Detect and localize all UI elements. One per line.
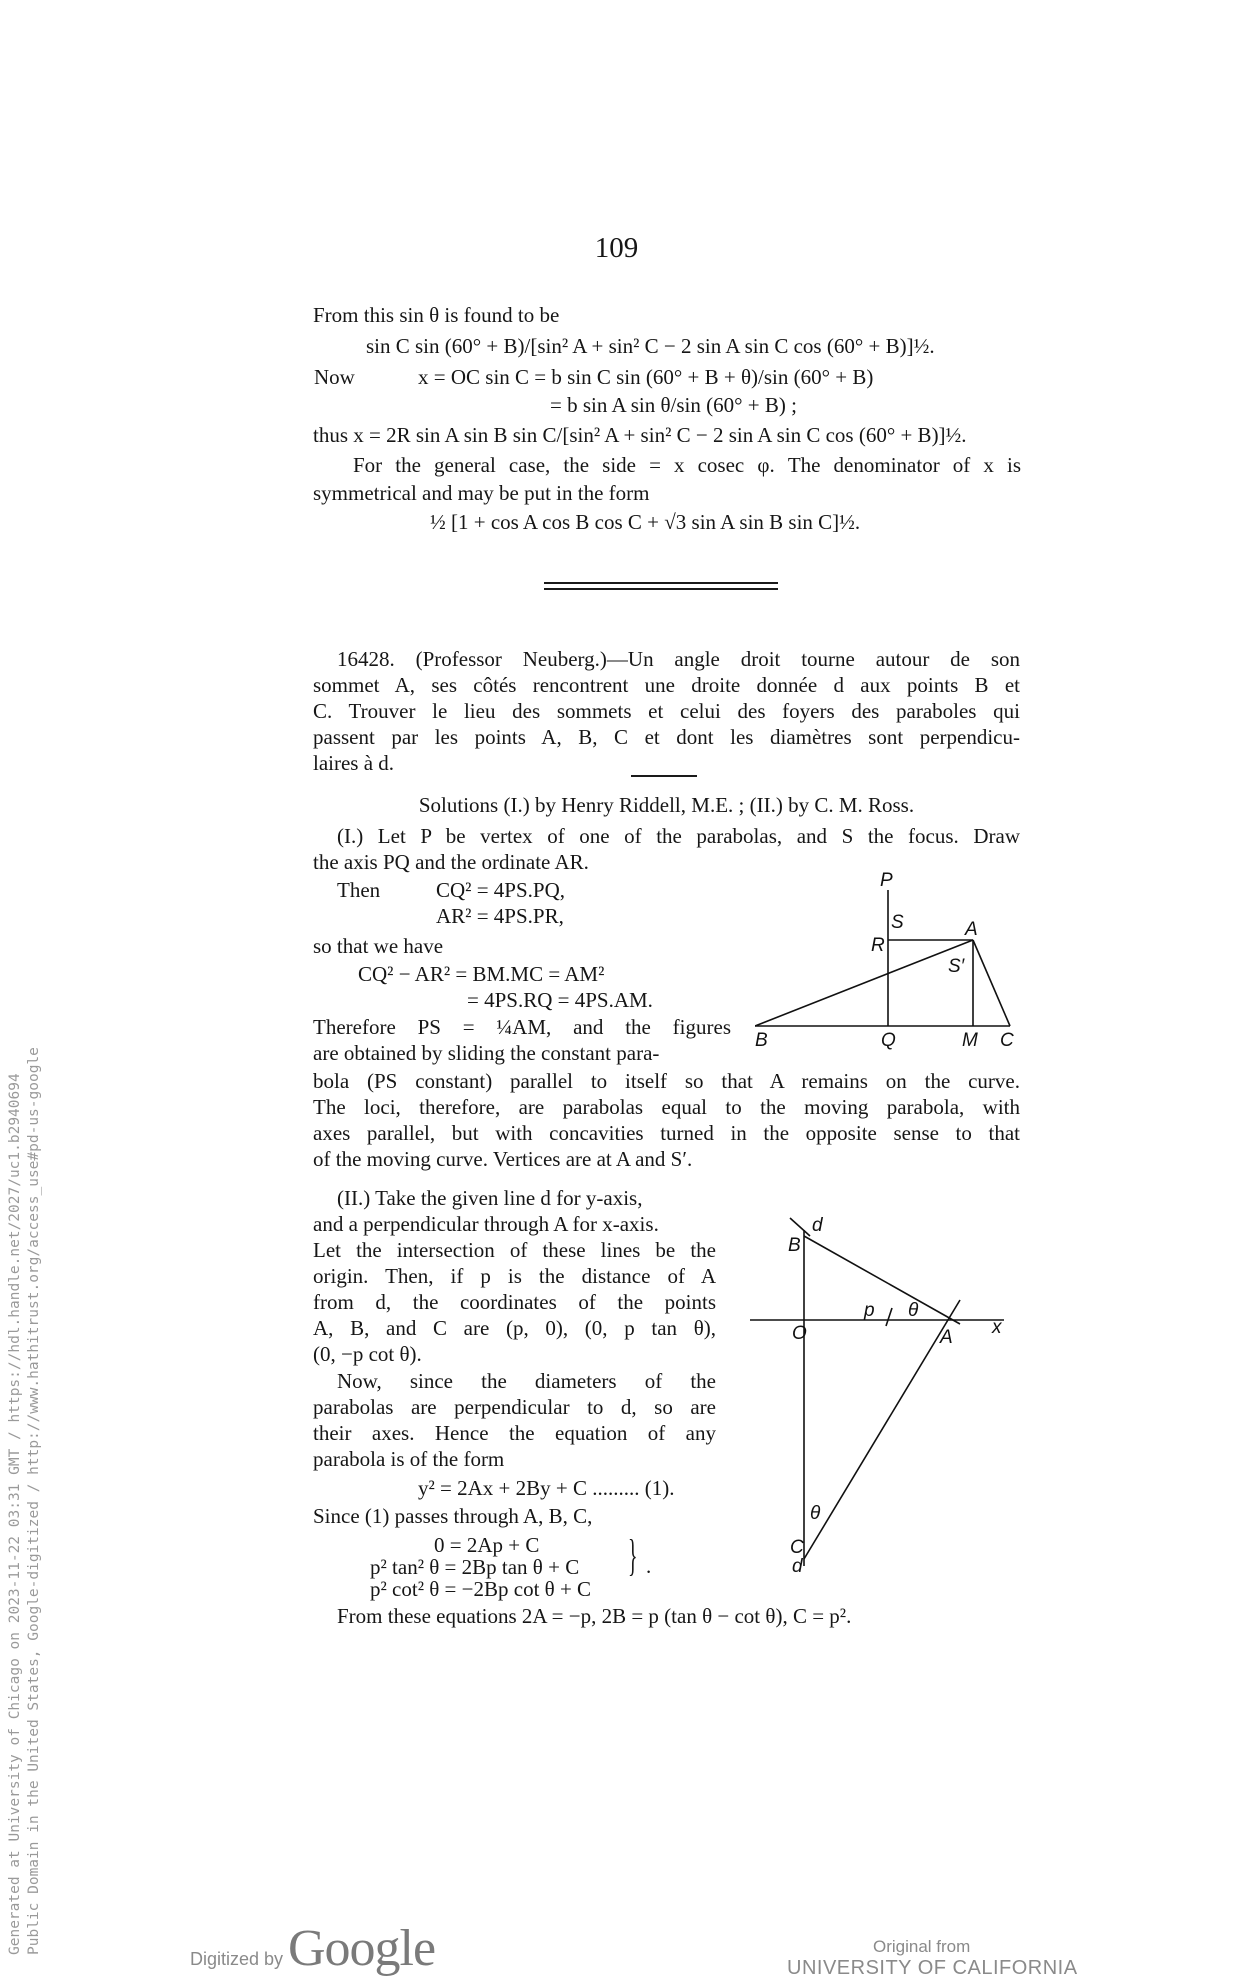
label-Q: Q: [881, 1030, 896, 1050]
label-S: S: [891, 912, 904, 933]
line-AC: [973, 940, 1010, 1026]
problem-line: laires à d.: [313, 751, 395, 775]
solution-line: Let the intersection of these lines be the: [313, 1238, 716, 1262]
distance-p-mark: [886, 1308, 892, 1326]
label-A: A: [940, 1327, 953, 1348]
system-eq-1: 0 = 2Ap + C: [434, 1533, 540, 1557]
equation: CQ² − AR² = BM.MC = AM²: [358, 962, 605, 986]
line-BA: [755, 940, 973, 1026]
problem-line: sommet A, ses côtés rencontrent une droite donnée d aux points B et: [313, 673, 1020, 697]
section-rule: [544, 582, 778, 584]
university-text: UNIVERSITY OF CALIFORNIA: [787, 1957, 1078, 1979]
equation-1: y² = 2Ax + 2By + C ......... (1).: [418, 1476, 675, 1500]
label-R: R: [871, 935, 885, 956]
label-theta-at-A: θ: [908, 1300, 919, 1321]
solution-line: (II.) Take the given line d for y-axis,: [337, 1186, 643, 1210]
label-P: P: [880, 870, 893, 891]
solution-line: from d, the coordinates of the points: [313, 1290, 716, 1314]
label-B: B: [788, 1235, 801, 1256]
label-M: M: [962, 1030, 978, 1050]
formula-line: = b sin A sin θ/sin (60° + B) ;: [550, 393, 797, 417]
solution-line: (I.) Let P be vertex of one of the parabolas, and S the focus. Draw: [337, 824, 1020, 848]
solution-line: parabola is of the form: [313, 1447, 505, 1471]
text-line: symmetrical and may be put in the form: [313, 481, 650, 505]
stamp-line-2: Public Domain in the United States, Google-digitized / http://www.hathitrust.org/access_use#pd-us-google: [26, 1047, 42, 1955]
right-brace: }: [628, 1531, 638, 1580]
equation: = 4PS.RQ = 4PS.AM.: [467, 988, 653, 1012]
digitized-by-text: Digitized by: [190, 1949, 284, 1969]
problem-line: 16428. (Professor Neuberg.)—Un angle droit tourne autour de son: [337, 647, 1020, 671]
label-C: C: [790, 1537, 804, 1558]
label-O: O: [792, 1323, 807, 1344]
solutions-heading: Solutions (I.) by Henry Riddell, M.E. ; (II.) by C. M. Ross.: [418, 793, 915, 817]
problem-line: C. Trouver le lieu des sommets et celui des foyers des paraboles qui: [313, 699, 1020, 723]
formula-line: sin C sin (60° + B)/[sin² A + sin² C − 2 sin A sin C cos (60° + B)]½.: [366, 334, 935, 358]
formula-line: x = OC sin C = b sin C sin (60° + B + θ)/sin (60° + B): [418, 365, 874, 389]
d-top-tick: [790, 1218, 810, 1236]
original-from-text: Original from: [873, 1937, 971, 1956]
solution-line: (0, −p cot θ).: [313, 1342, 422, 1366]
label-d-bottom: d: [792, 1556, 803, 1577]
page-number: 109: [594, 232, 639, 264]
solution-line: bola (PS constant) parallel to itself so that A remains on the curve.: [313, 1069, 1020, 1093]
solution-line: and a perpendicular through A for x-axis.: [313, 1212, 659, 1236]
figure-parabola-sliding: [755, 868, 1030, 1050]
google-logo: Google: [288, 1920, 436, 1977]
equation: CQ² = 4PS.PQ,: [436, 878, 566, 902]
formula-line: ½ [1 + cos A cos B cos C + √3 sin A sin B sin C]½.: [430, 510, 861, 534]
solution-line: of the moving curve. Vertices are at A and S′.: [313, 1147, 693, 1171]
solution-line: their axes. Hence the equation of any: [313, 1421, 716, 1445]
solution-line: Since (1) passes through A, B, C,: [313, 1504, 593, 1528]
solution-line: parabolas are perpendicular to d, so are: [313, 1395, 716, 1419]
label-C: C: [1000, 1030, 1014, 1050]
formula-line: thus x = 2R sin A sin B sin C/[sin² A + sin² C − 2 sin A sin C cos (60° + B)]½.: [313, 423, 967, 447]
label-B: B: [755, 1030, 768, 1050]
section-rule: [544, 588, 778, 590]
label-S-prime: S′: [948, 956, 965, 977]
label-A: A: [965, 919, 978, 940]
margin-stamp: [6, 995, 44, 1955]
solution-line: From these equations 2A = −p, 2B = p (tan θ − cot θ), C = p².: [337, 1604, 852, 1628]
solution-line: Therefore PS = ¼AM, and the figures: [313, 1015, 731, 1039]
solution-line: the axis PQ and the ordinate AR.: [313, 850, 589, 874]
label-theta-at-C: θ: [810, 1503, 821, 1524]
equation: AR² = 4PS.PR,: [436, 904, 564, 928]
short-rule: [631, 775, 697, 777]
text-line: Now: [314, 365, 355, 389]
solution-line: so that we have: [313, 934, 444, 958]
system-dot: .: [646, 1554, 652, 1578]
problem-line: passent par les points A, B, C et dont les diamètres sont perpendicu-: [313, 725, 1020, 749]
system-eq-3: p² cot² θ = −2Bp cot θ + C: [370, 1577, 592, 1601]
line-AC: [804, 1300, 960, 1559]
text-line: From this sin θ is found to be: [313, 303, 560, 327]
label-x: x: [992, 1317, 1002, 1338]
solution-line: Then: [337, 878, 381, 902]
solution-line: origin. Then, if p is the distance of A: [313, 1264, 716, 1288]
solution-line: axes parallel, but with concavities turned in the opposite sense to that: [313, 1121, 1020, 1145]
solution-line: The loci, therefore, are parabolas equal to the moving parabola, with: [313, 1095, 1020, 1119]
solution-line: are obtained by sliding the constant para-: [313, 1041, 660, 1065]
text-line: For the general case, the side = x cosec φ. The denominator of x is: [353, 453, 1021, 477]
figure-coordinate-axes: [748, 1216, 1023, 1582]
stamp-line-1: Generated at University of Chicago on 2023-11-22 03:31 GMT / https://hdl.handle.net/2027/uc1.b2940694: [7, 1073, 23, 1955]
label-d-top: d: [812, 1216, 823, 1236]
system-eq-2: p² tan² θ = 2Bp tan θ + C: [370, 1555, 580, 1579]
solution-line: A, B, and C are (p, 0), (0, p tan θ),: [313, 1316, 716, 1340]
line-AB: [804, 1236, 960, 1324]
solution-line: Now, since the diameters of the: [337, 1369, 716, 1393]
label-p: p: [864, 1300, 875, 1321]
